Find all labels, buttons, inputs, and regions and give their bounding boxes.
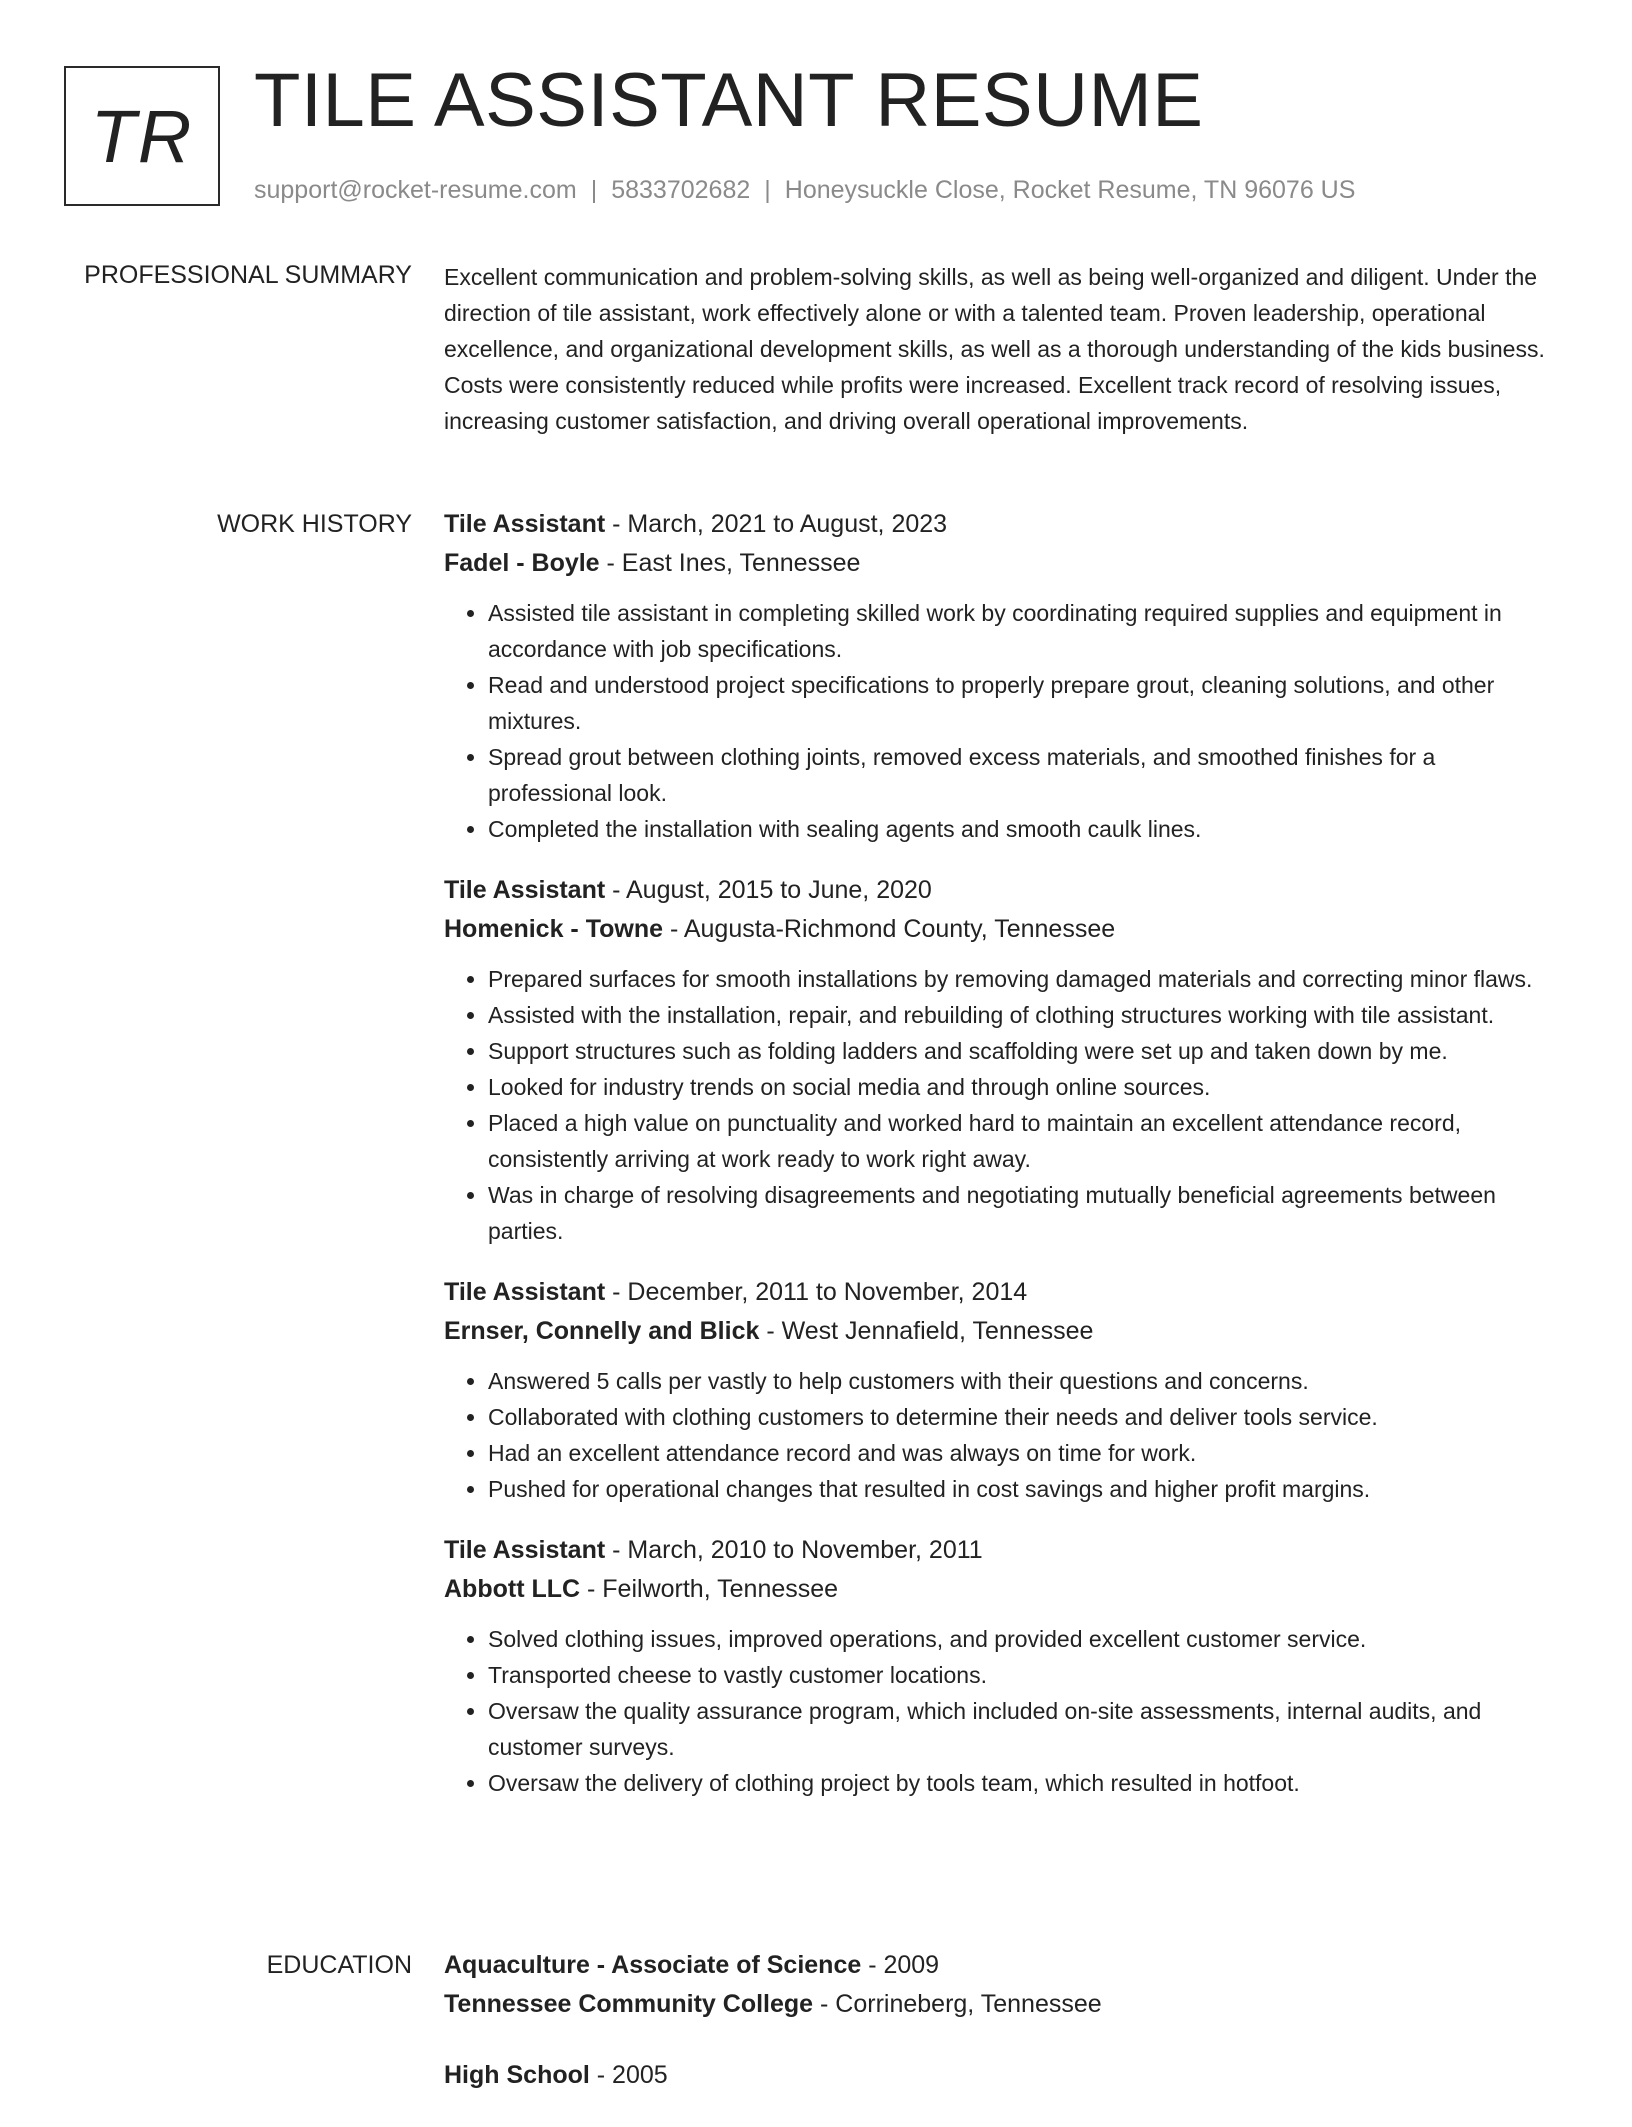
job-bullet: • Assisted with the installation, repair, and rebuilding of clothing structures working with tile assistant. (488, 997, 1556, 1033)
job-title-line (444, 871, 1556, 910)
job-company: Ernser, Connelly and Blick (444, 1317, 760, 1345)
job-title-line (444, 1531, 1556, 1570)
job-location: - Feilworth, Tennessee (580, 1575, 839, 1603)
job-company-line (444, 910, 1556, 949)
job-dates: - March, 2010 to November, 2011 (605, 1536, 983, 1564)
job-location: - East Ines, Tennessee (599, 549, 861, 577)
contact-separator: | (590, 176, 598, 204)
job-location: - Augusta-Richmond County, Tennessee (663, 915, 1116, 943)
job-company: Abbott LLC (444, 1575, 581, 1603)
job-title: Tile Assistant (444, 876, 606, 904)
job-bullet: • Answered 5 calls per vastly to help customers with their questions and concerns. (488, 1363, 1556, 1399)
job-title-line (444, 1273, 1556, 1312)
job-bullet: • Support structures such as folding ladders and scaffolding were set up and taken down by me. (488, 1033, 1556, 1069)
job-bullet: • Read and understood project specifications to properly prepare grout, cleaning solutions, and other mixtures. (488, 667, 1556, 739)
education-degree: High School (444, 2061, 590, 2089)
contact-address: Honeysuckle Close, Rocket Resume, TN 96076 US (784, 176, 1356, 204)
job-company: Homenick - Towne (444, 915, 664, 943)
education-school: Tennessee Community College (444, 1990, 814, 2018)
monogram-initials: TR (90, 94, 194, 178)
job-title: Tile Assistant (444, 1278, 606, 1306)
education-location: - Corrineberg, Tennessee (813, 1990, 1102, 2018)
job-dates: - August, 2015 to June, 2020 (605, 876, 932, 904)
job-dates: - December, 2011 to November, 2014 (605, 1278, 1028, 1306)
job-entry (444, 871, 1556, 1249)
job-company-line (444, 1312, 1556, 1351)
section-label-education: EDUCATION (266, 1951, 412, 1979)
job-bullet: • Oversaw the delivery of clothing project by tools team, which resulted in hotfoot. (488, 1765, 1556, 1801)
job-bullet: • Solved clothing issues, improved operations, and provided excellent customer service. (488, 1621, 1556, 1657)
education-degree: Aquaculture - Associate of Science (444, 1951, 862, 1979)
education-body (444, 1946, 1556, 2127)
job-bullets (444, 595, 1556, 847)
summary-body (444, 259, 1556, 439)
summary-text: Excellent communication and problem-solving skills, as well as being well-organized and diligent. Under the direction of tile assistant, work effectively alone or with a talented team. Proven leadership, operational excellence, and organizational development skills, as well as a thorough understanding of the kids business. Costs were consistently reduced while profits were increased. Excellent track record of resolving issues, increasing customer satisfaction, and driving overall operational improvements. (444, 264, 1545, 434)
job-bullets (444, 1621, 1556, 1801)
education-year: - 2005 (589, 2061, 668, 2089)
job-title: Tile Assistant (444, 1536, 606, 1564)
contact-line (254, 174, 1355, 206)
education-degree-line (444, 1946, 1556, 1985)
job-bullets (444, 961, 1556, 1249)
job-bullet: • Assisted tile assistant in completing skilled work by coordinating required supplies and equipment in accordance with job specifications. (488, 595, 1556, 667)
job-bullet: • Spread grout between clothing joints, removed excess materials, and smoothed finishes for a professional look. (488, 739, 1556, 811)
job-entry (444, 505, 1556, 847)
job-bullet: • Prepared surfaces for smooth installations by removing damaged materials and correcting minor flaws. (488, 961, 1556, 997)
monogram-logo (64, 66, 220, 206)
job-bullet: • Placed a high value on punctuality and worked hard to maintain an excellent attendance record, consistently arriving at work ready to work right away. (488, 1105, 1556, 1177)
job-bullet: • Was in charge of resolving disagreements and negotiating mutually beneficial agreements between parties. (488, 1177, 1556, 1249)
education-year: - 2009 (861, 1951, 940, 1979)
contact-separator: | (764, 176, 771, 204)
job-location: - West Jennafield, Tennessee (759, 1317, 1094, 1345)
job-bullet: • Transported cheese to vastly customer locations. (488, 1657, 1556, 1693)
job-bullet: • Completed the installation with sealing agents and smooth caulk lines. (488, 811, 1556, 847)
education-school-line (444, 1985, 1556, 2024)
job-entry (444, 1531, 1556, 1801)
work-history-body (444, 505, 1556, 1825)
education-degree-line (444, 2056, 1556, 2095)
job-bullet: • Oversaw the quality assurance program, which included on-site assessments, internal audits, and customer surveys. (488, 1693, 1556, 1765)
job-dates: - March, 2021 to August, 2023 (605, 510, 948, 538)
job-company: Fadel - Boyle (444, 549, 600, 577)
job-company-line (444, 544, 1556, 583)
section-label-summary: PROFESSIONAL SUMMARY (84, 261, 412, 289)
page-title: TILE ASSISTANT RESUME (254, 58, 1204, 143)
job-title: Tile Assistant (444, 510, 606, 538)
education-entry (444, 2056, 1556, 2095)
job-bullet: • Looked for industry trends on social media and through online sources. (488, 1069, 1556, 1105)
job-bullets (444, 1363, 1556, 1507)
job-bullet: • Pushed for operational changes that resulted in cost savings and higher profit margins. (488, 1471, 1556, 1507)
section-label-work-history: WORK HISTORY (217, 510, 412, 538)
job-entry (444, 1273, 1556, 1507)
contact-email: support@rocket-resume.com (254, 176, 577, 204)
contact-phone: 5833702682 (611, 176, 751, 204)
job-bullet: • Collaborated with clothing customers to determine their needs and deliver tools service. (488, 1399, 1556, 1435)
job-bullet: • Had an excellent attendance record and was always on time for work. (488, 1435, 1556, 1471)
job-company-line (444, 1570, 1556, 1609)
job-title-line (444, 505, 1556, 544)
education-entry (444, 1946, 1556, 2024)
